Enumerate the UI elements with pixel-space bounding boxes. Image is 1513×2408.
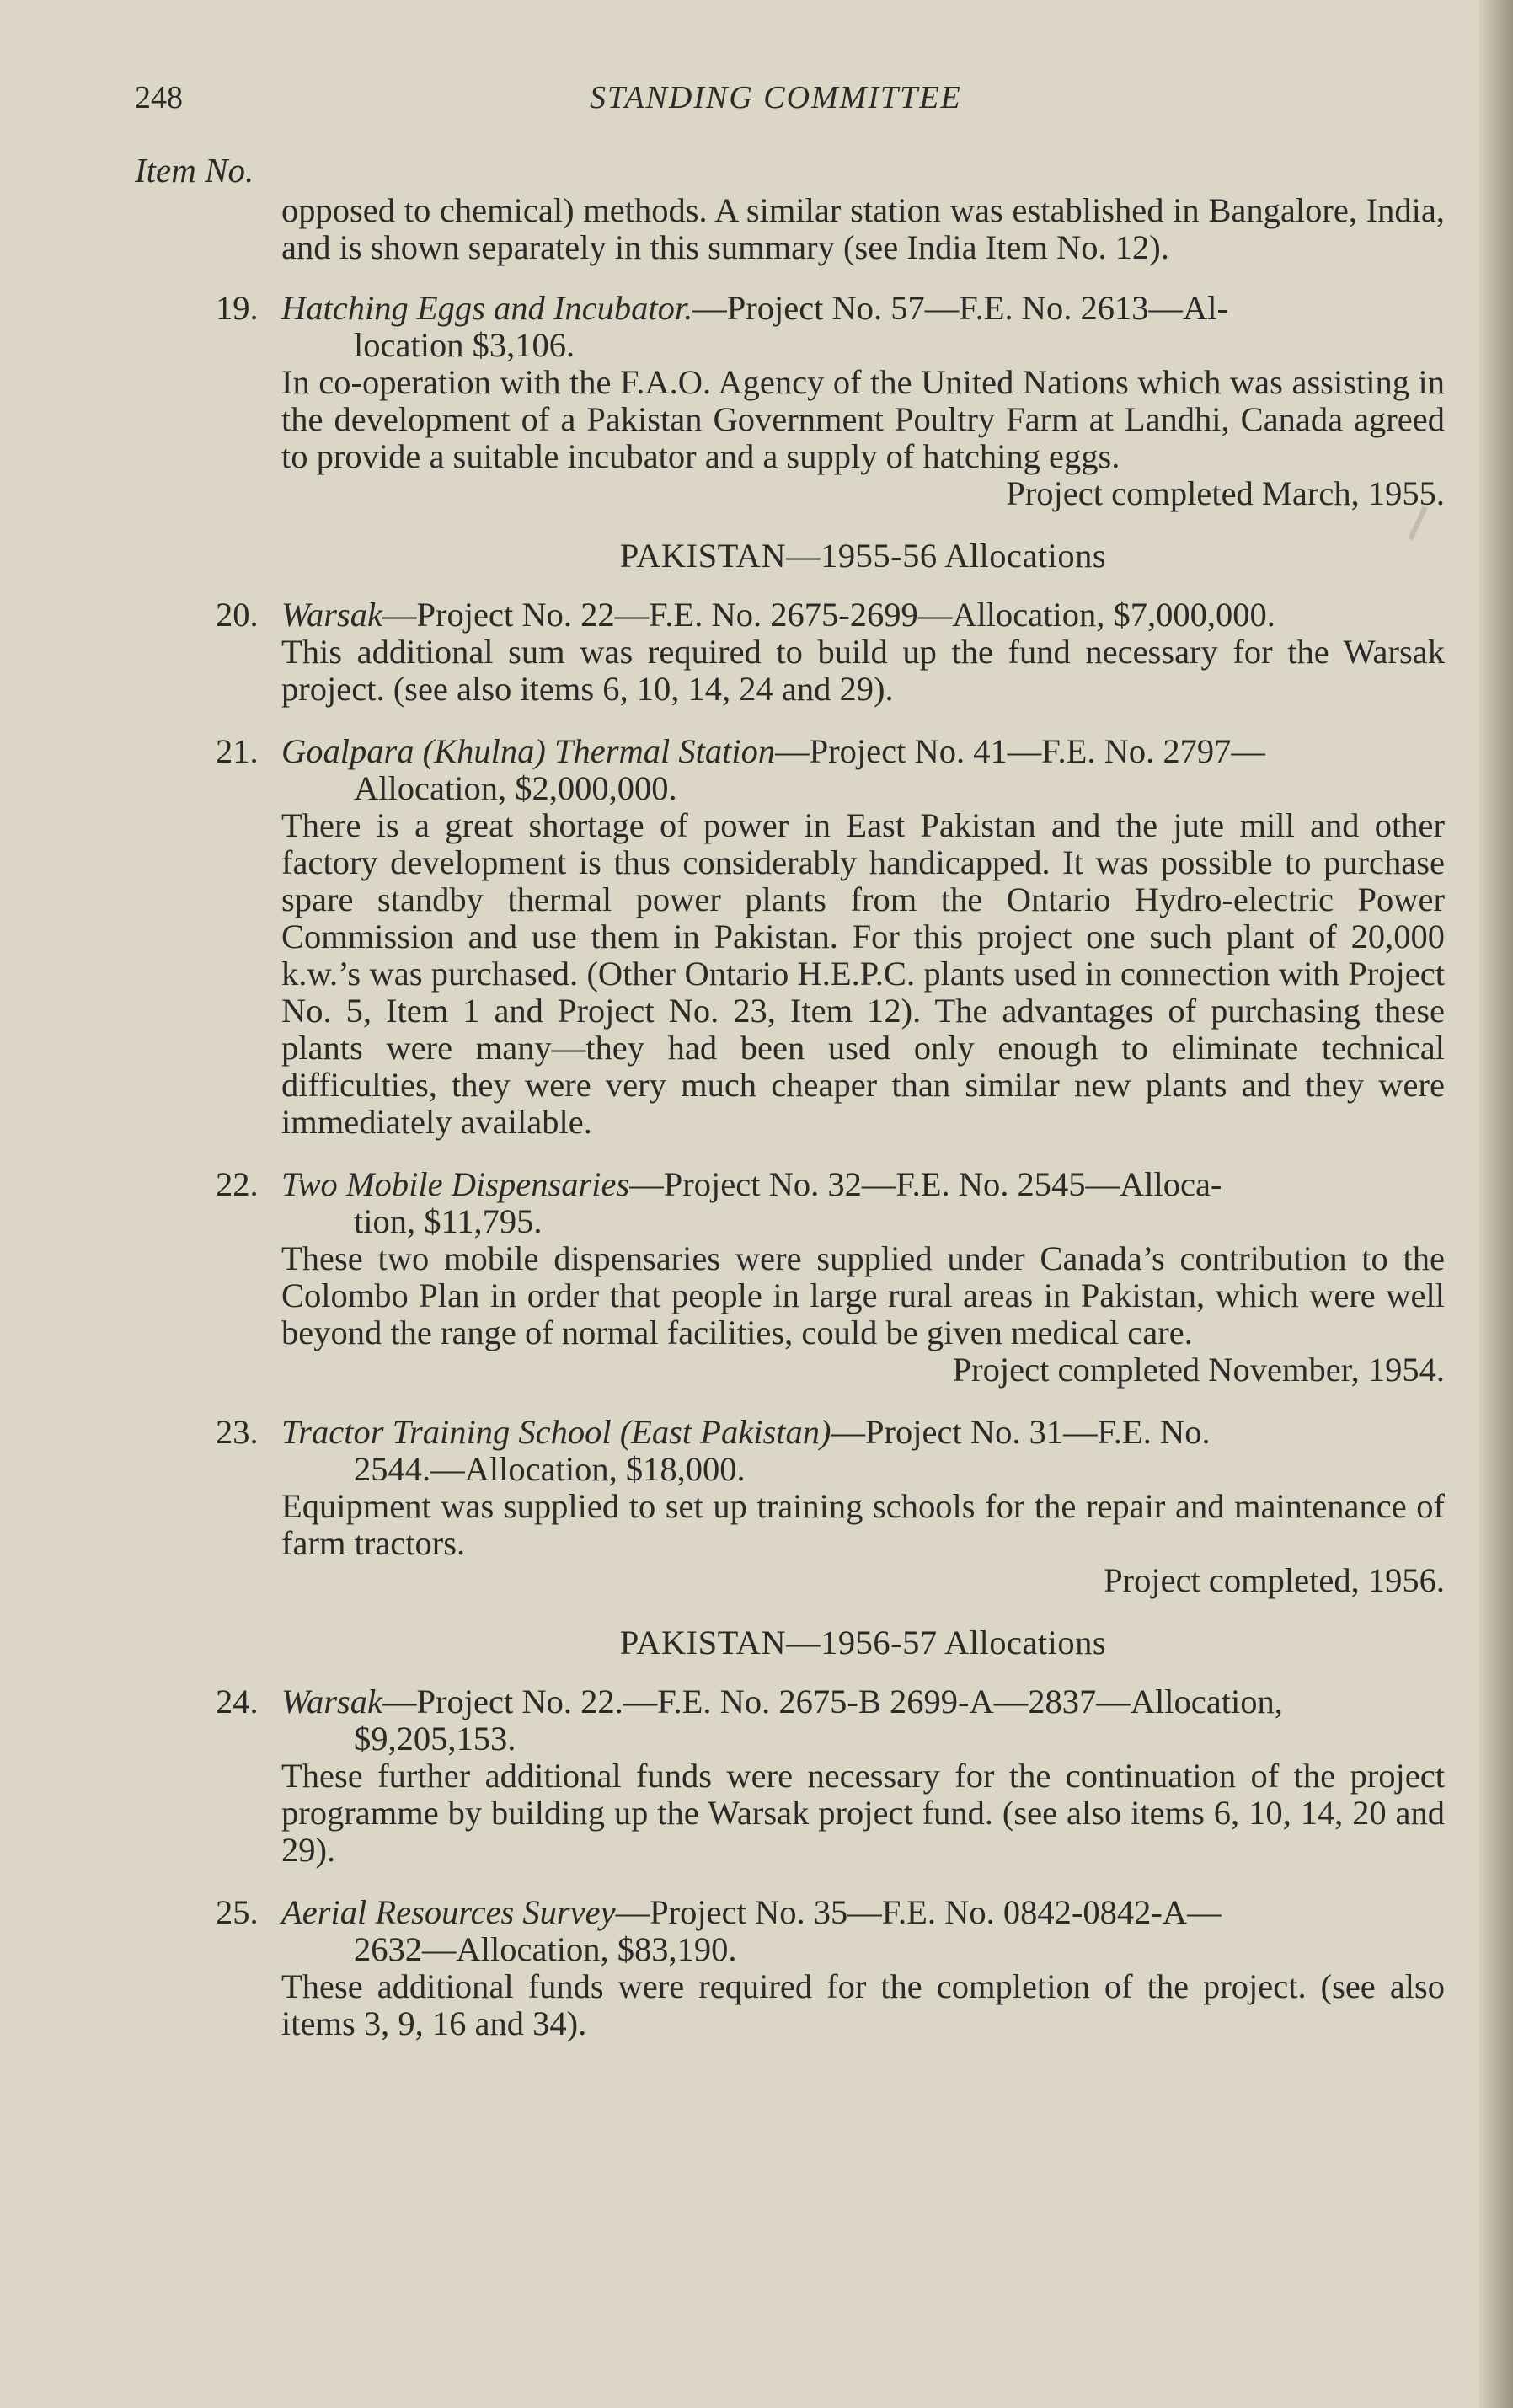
item-heading [135, 1166, 1445, 1240]
item-title: Warsak [281, 1683, 383, 1720]
list-item [135, 1414, 1445, 1599]
item-allocation: Allocation, $2,000,000. [354, 769, 677, 807]
completion-note: Project completed March, 1955. [1006, 474, 1445, 512]
book-spine-edge [1479, 0, 1513, 2408]
running-title: STANDING COMMITTEE [590, 80, 962, 115]
item-project-ref: —Project No. 57—F.E. No. 2613—Al- [692, 289, 1228, 327]
body-column [135, 192, 1445, 2068]
item-title: Two Mobile Dispensaries [281, 1165, 630, 1203]
page-header [135, 79, 1449, 121]
list-item [135, 1683, 1445, 1869]
page-number: 248 [135, 80, 183, 115]
item-number: 23. [216, 1413, 259, 1451]
item-project-ref: —Project No. 31—F.E. No. [831, 1413, 1211, 1451]
intro-paragraph: opposed to chemical) methods. A similar station was established in Bangalore, India, and is shown separately in this summary (see India Item No. 12). [281, 191, 1445, 266]
item-heading [135, 733, 1445, 807]
item-allocation: location $3,106. [354, 326, 575, 364]
list-item [135, 1166, 1445, 1389]
item-number: 25. [216, 1893, 259, 1931]
section-heading: PAKISTAN—1956-57 Allocations [619, 1624, 1107, 1662]
item-heading-line [281, 1894, 1445, 1931]
item-description: Equipment was supplied to set up training schools for the repair and maintenance of farm tractors. [281, 1487, 1445, 1562]
item-number: 22. [216, 1165, 259, 1203]
item-heading [135, 1414, 1445, 1488]
section-heading: PAKISTAN—1955-56 Allocations [619, 537, 1107, 575]
item-description: These two mobile dispensaries were supplied under Canada’s contribution to the Colombo Plan in order that people in large rural areas in Pakistan, which were well beyond the range of normal facilities, could be given medical care. [281, 1239, 1445, 1351]
item-allocation: 2632—Allocation, $83,190. [354, 1930, 737, 1968]
list-item [135, 1894, 1445, 2042]
item-number: 24. [216, 1683, 259, 1720]
item-no-label: Item No. [135, 151, 254, 190]
item-project-ref: —Project No. 22.—F.E. No. 2675-B 2699-A—2837—Allocation, [382, 1683, 1283, 1720]
item-title: Hatching Eggs and Incubator. [281, 289, 693, 327]
item-allocation: 2544.—Allocation, $18,000. [354, 1450, 746, 1488]
completion-note: Project completed November, 1954. [952, 1351, 1445, 1389]
item-heading [135, 597, 1445, 634]
item-project-ref: —Project No. 32—F.E. No. 2545—Alloca- [629, 1165, 1222, 1203]
item-description: These additional funds were required for the completion of the project. (see also items 3, 9, 16 and 34). [281, 1967, 1445, 2042]
item-project-ref: —Project No. 22—F.E. No. 2675-2699—Allocation, $7,000,000. [382, 596, 1275, 634]
item-description: This additional sum was required to build up the fund necessary for the Warsak project. (see also items 6, 10, 14, 24 and 29). [281, 633, 1445, 708]
item-heading-line [281, 1414, 1445, 1451]
completion-note: Project completed, 1956. [1104, 1561, 1445, 1599]
item-heading-line [281, 1166, 1445, 1203]
item-title: Warsak [281, 596, 383, 634]
item-heading [135, 1894, 1445, 1968]
item-heading-line [281, 1683, 1445, 1720]
list-item [135, 597, 1445, 708]
item-title: Goalpara (Khulna) Thermal Station [281, 732, 776, 770]
item-project-ref: —Project No. 35—F.E. No. 0842-0842-A— [615, 1893, 1222, 1931]
item-heading-line [281, 290, 1445, 327]
item-allocation: $9,205,153. [354, 1720, 516, 1758]
item-description: These further additional funds were necessary for the continuation of the project programme by building up the Warsak project fund. (see also items 6, 10, 14, 20 and 29). [281, 1757, 1445, 1869]
item-number: 21. [216, 732, 259, 770]
item-title: Tractor Training School (East Pakistan) [281, 1413, 831, 1451]
list-item [135, 733, 1445, 1141]
item-description: There is a great shortage of power in East Pakistan and the jute mill and other factory development is thus considerably handicapped. It was possible to purchase spare standby thermal power plants from the Ontario Hydro-electric Power Commission and use them in Pakistan. For this project one such plant of 20,000 k.w.’s was purchased. (Other Ontario H.E.P.C. plants used in connection with Project No. 5, Item 1 and Project No. 23, Item 12). The advantages of purchasing these plants were many—they had been used only enough to eliminate technical difficulties, they were very much cheaper than similar new plants and they were immediately available. [281, 806, 1445, 1141]
list-item [135, 290, 1445, 512]
item-number: 20. [216, 596, 259, 634]
item-description: In co-operation with the F.A.O. Agency of the United Nations which was assisting in the development of a Pakistan Government Poultry Farm at Landhi, Canada agreed to provide a suitable incubator and a supply of hatching eggs. [281, 363, 1445, 475]
item-title: Aerial Resources Survey [281, 1893, 616, 1931]
item-heading [135, 1683, 1445, 1758]
item-heading-line [281, 597, 1445, 634]
item-number: 19. [216, 289, 259, 327]
item-allocation: tion, $11,795. [354, 1202, 543, 1240]
item-project-ref: —Project No. 41—F.E. No. 2797— [775, 732, 1265, 770]
item-heading [135, 290, 1445, 364]
item-heading-line [281, 733, 1445, 770]
